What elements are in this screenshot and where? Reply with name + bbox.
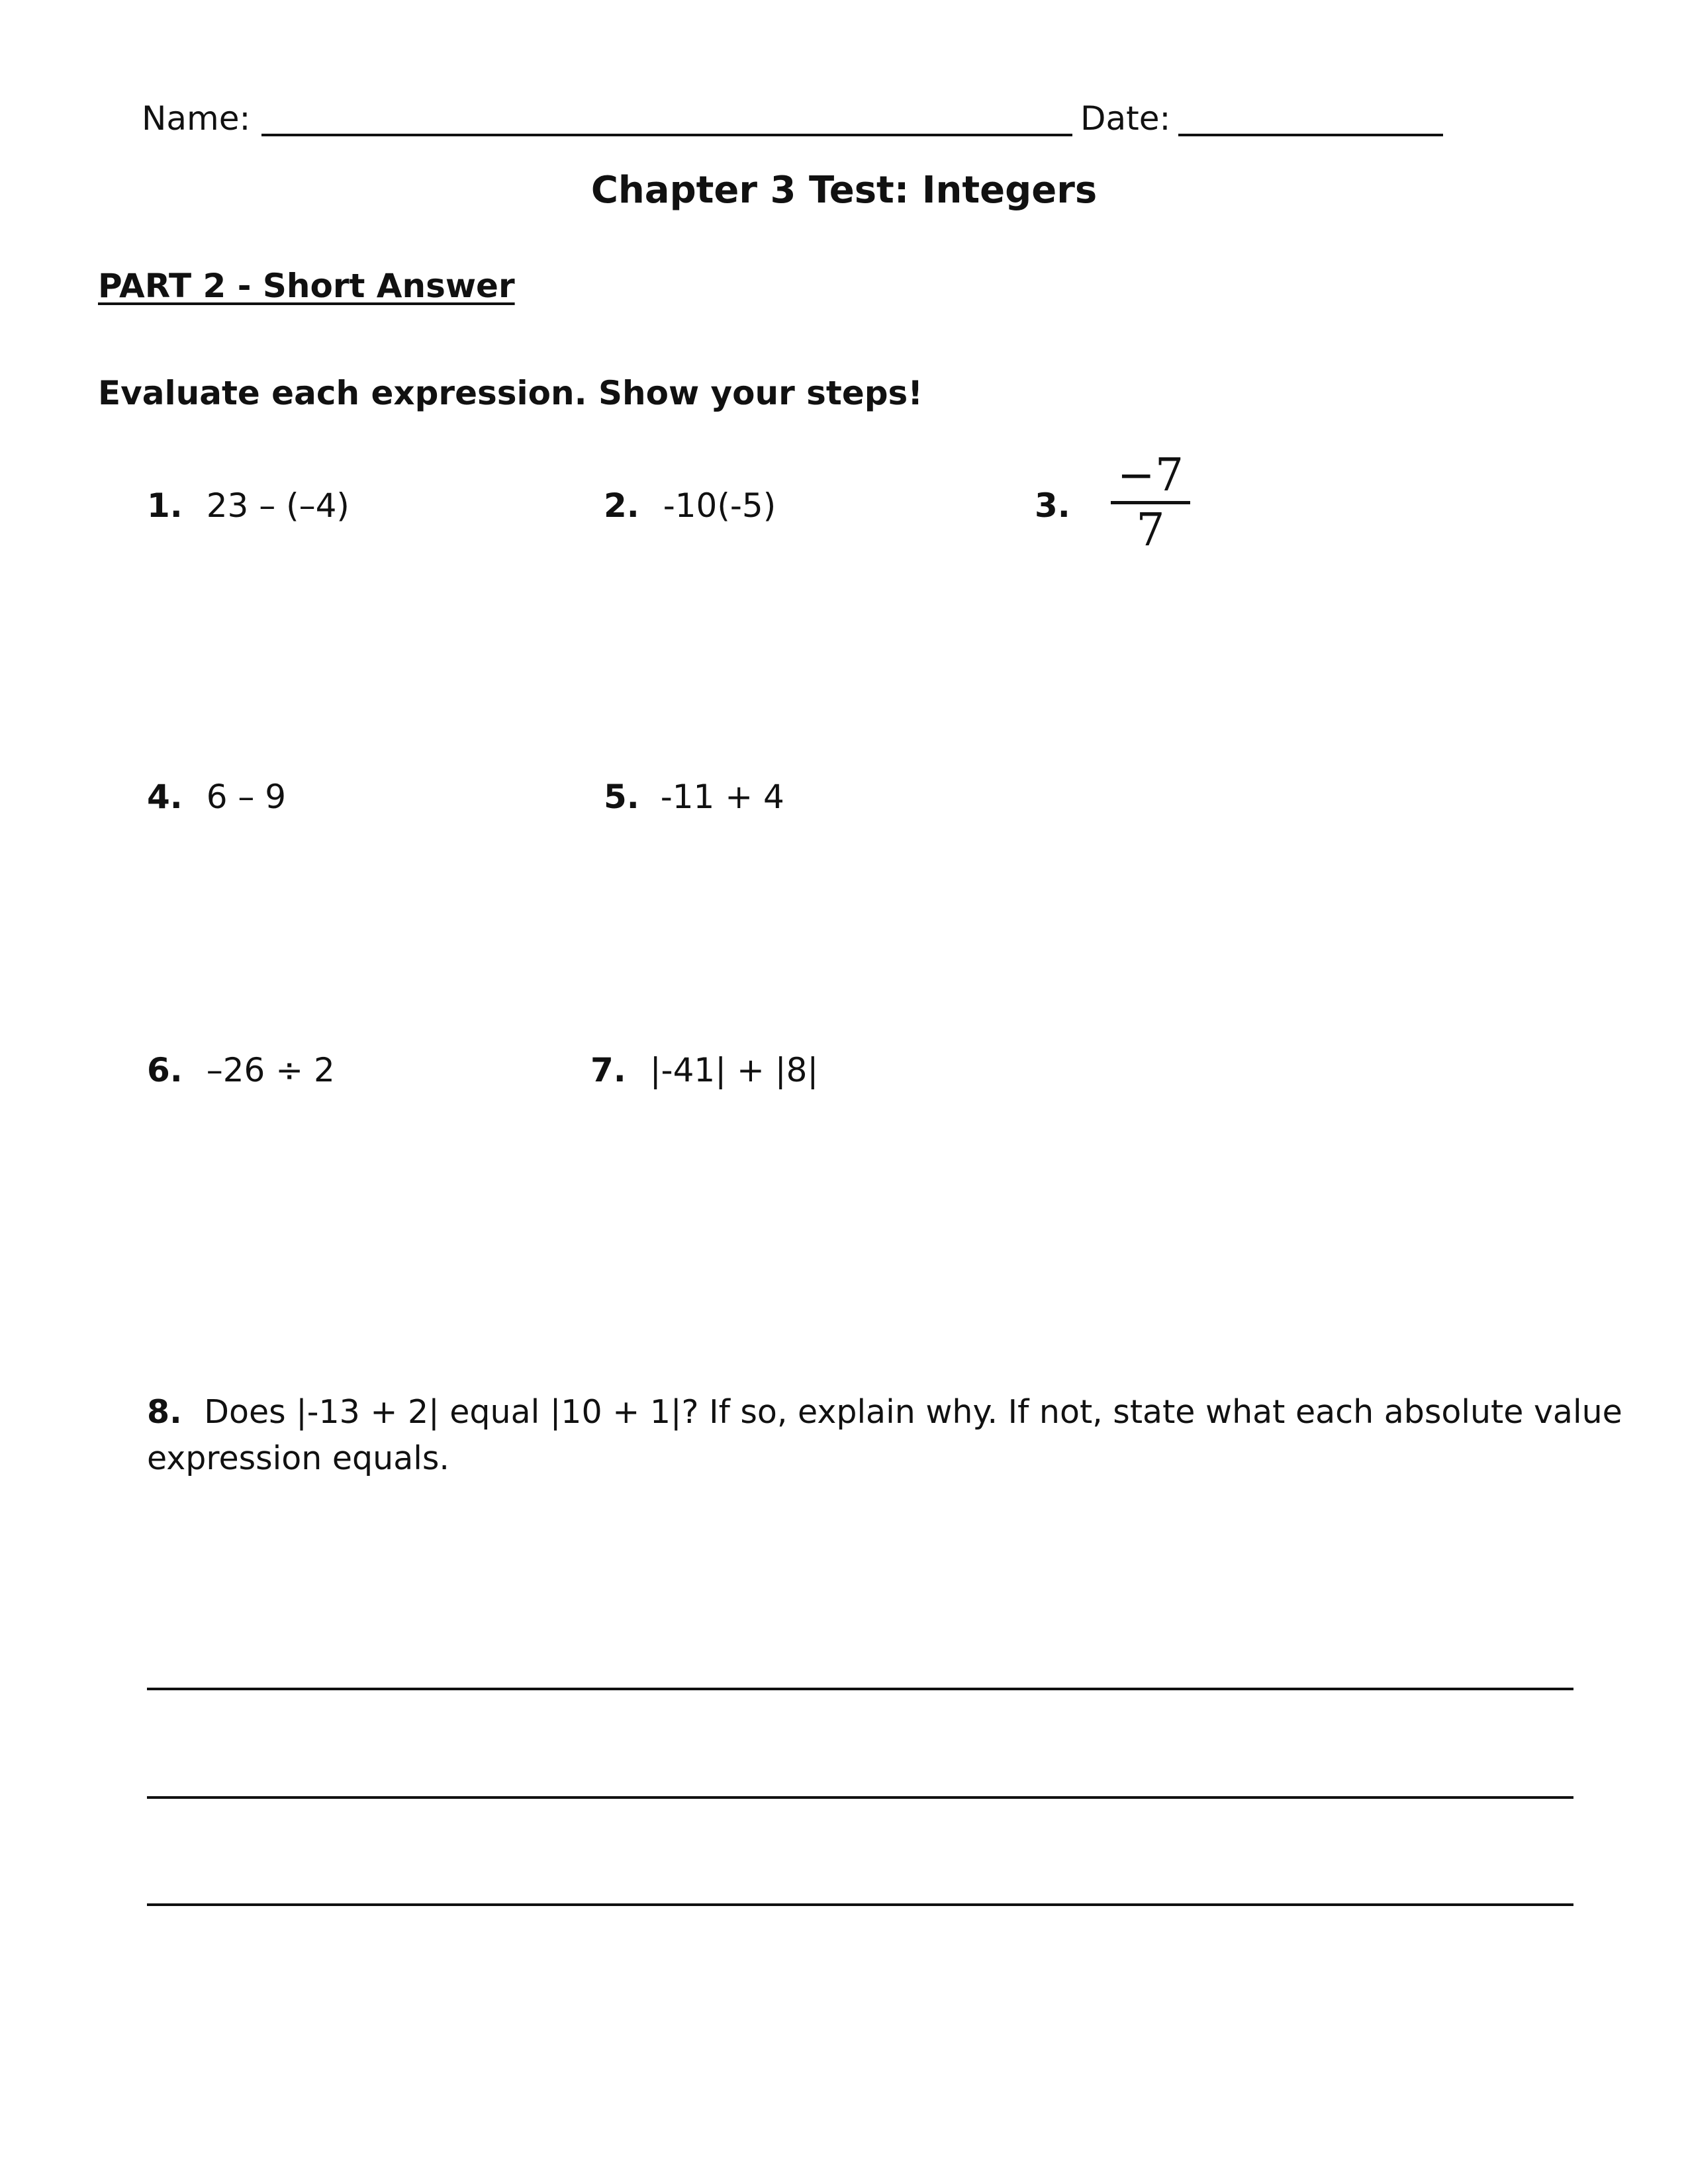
question-number: 7. [590,1051,626,1089]
question-number: 4. [147,778,183,816]
answer-line[interactable] [147,1903,1573,1906]
question-4 [147,778,286,816]
answer-line[interactable] [147,1796,1573,1799]
fraction [1111,449,1190,557]
question-number: 8. [147,1393,182,1431]
question-expression: -10(-5) [663,486,776,525]
question-expression: 23 – (–4) [206,486,350,525]
question-expression: |-41| + |8| [649,1051,819,1089]
question-number: 6. [147,1051,183,1089]
question-number: 3. [1035,486,1070,525]
question-7 [590,1051,818,1089]
date-field[interactable] [1178,134,1443,136]
fraction-numerator: −7 [1117,449,1184,502]
name-label: Name: [142,99,251,138]
answer-line[interactable] [147,1688,1573,1690]
question-8-text-line2: expression equals. [147,1439,449,1477]
question-1 [147,486,350,525]
fraction-denominator: 7 [1136,504,1165,557]
question-number: 5. [604,778,639,816]
question-2 [604,486,776,525]
instructions: Evaluate each expression. Show your steps! [98,374,923,412]
question-6 [147,1051,335,1089]
question-expression: 6 – 9 [206,778,287,816]
question-number: 1. [147,486,183,525]
question-expression: –26 ÷ 2 [206,1051,335,1089]
question-number: 2. [604,486,639,525]
page-title: Chapter 3 Test: Integers [590,169,1098,212]
question-8-text-line1: Does |-13 + 2| equal |10 + 1|? If so, explain why. If not, state what each absolute value [204,1393,1622,1431]
name-field[interactable] [261,134,1072,136]
question-5 [604,778,784,816]
question-8 [147,1393,1622,1431]
date-label: Date: [1080,99,1171,138]
part-heading: PART 2 - Short Answer [98,267,515,305]
question-3 [1035,486,1070,525]
question-expression: -11 + 4 [660,778,784,816]
